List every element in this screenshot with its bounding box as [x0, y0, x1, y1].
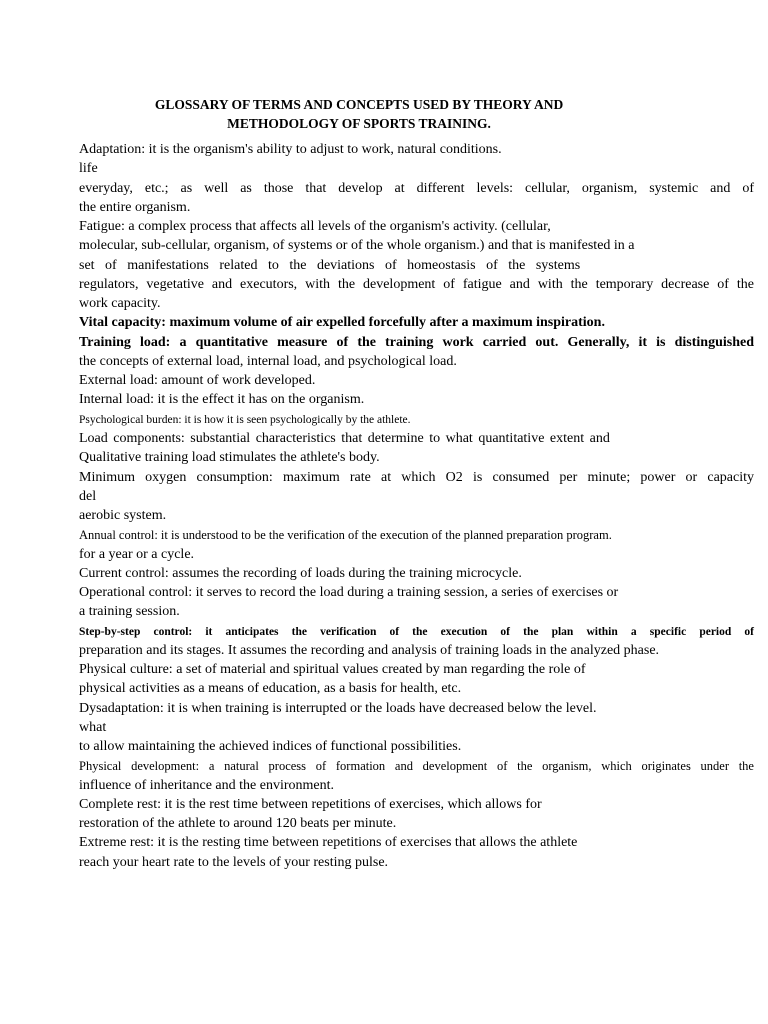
entry-fatigue-line: Fatigue: a complex process that affects all levels of the organism's activity. (cellular,	[79, 219, 551, 234]
text-line: the concepts of external load, internal load, and psychological load.	[79, 354, 457, 369]
text-line: work capacity.	[79, 296, 161, 311]
text-line: molecular, sub-cellular, organism, of systems or of the whole organism.) and that is manifested in a	[79, 238, 635, 253]
text-line: what	[79, 720, 107, 735]
text-line: influence of inheritance and the environment.	[79, 778, 335, 793]
text-line: a training session.	[79, 604, 180, 619]
entry-extreme-rest-line: Extreme rest: it is the resting time between repetitions of exercises that allows the athlete	[79, 835, 578, 850]
entry-psychological-burden-line: Psychological burden: it is how it is seen psychologically by the athlete.	[79, 414, 411, 426]
text-line: the entire organism.	[79, 200, 191, 215]
text-line: everyday, etc.; as well as those that develop at different levels: cellular, organism, systemic and of	[79, 181, 754, 196]
text-line: set of manifestations related to the deviations of homeostasis of the systems	[79, 258, 581, 273]
entry-adaptation-line: Adaptation: it is the organism's ability to adjust to work, natural conditions.	[79, 142, 502, 157]
entry-load-components-line: Load components: substantial characteristics that determine to what quantitative extent and	[79, 431, 610, 446]
text-line: to allow maintaining the achieved indices of functional possibilities.	[79, 739, 462, 754]
text-line: aerobic system.	[79, 508, 167, 523]
entry-dysadaptation-line: Dysadaptation: it is when training is interrupted or the loads have decreased below the level.	[79, 701, 597, 716]
entry-minimum-oxygen-line: Minimum oxygen consumption: maximum rate at which O2 is consumed per minute; power or capacity	[79, 470, 754, 485]
entry-vital-capacity-line: Vital capacity: maximum volume of air expelled forcefully after a maximum inspiration.	[79, 315, 605, 330]
document-title-line-1: GLOSSARY OF TERMS AND CONCEPTS USED BY THEORY AND	[154, 97, 564, 112]
entry-external-load-line: External load: amount of work developed.	[79, 373, 316, 388]
text-line: restoration of the athlete to around 120 beats per minute.	[79, 816, 397, 831]
entry-operational-control-line: Operational control: it serves to record the load during a training session, a series of exercises or	[79, 585, 619, 600]
text-line: life	[79, 161, 98, 176]
entry-annual-control-line: Annual control: it is understood to be the verification of the execution of the planned preparation program.	[79, 528, 612, 542]
entry-internal-load-line: Internal load: it is the effect it has on the organism.	[79, 392, 365, 407]
text-line: Qualitative training load stimulates the athlete's body.	[79, 450, 380, 465]
text-line: preparation and its stages. It assumes the recording and analysis of training loads in the analyzed phase.	[79, 643, 660, 658]
entry-complete-rest-line: Complete rest: it is the rest time between repetitions of exercises, which allows for	[79, 797, 542, 812]
text-line: regulators, vegetative and executors, with the development of fatigue and with the temporary decrease of the	[79, 277, 754, 292]
entry-physical-culture-line: Physical culture: a set of material and spiritual values created by man regarding the role of	[79, 662, 586, 677]
text-line: physical activities as a means of education, as a basis for health, etc.	[79, 681, 462, 696]
text-line: for a year or a cycle.	[79, 547, 195, 562]
text-line: del	[79, 489, 97, 504]
entry-step-by-step-control-line: Step-by-step control: it anticipates the verification of the execution of the plan within a specific period of	[79, 626, 754, 638]
text-line: reach your heart rate to the levels of your resting pulse.	[79, 855, 389, 870]
entry-training-load-line: Training load: a quantitative measure of the training work carried out. Generally, it is distinguished	[79, 335, 754, 350]
entry-physical-development-line: Physical development: a natural process of formation and development of the organism, which originates under the	[79, 759, 754, 773]
entry-current-control-line: Current control: assumes the recording of loads during the training microcycle.	[79, 566, 522, 581]
document-title-line-2: METHODOLOGY OF SPORTS TRAINING.	[227, 116, 491, 131]
